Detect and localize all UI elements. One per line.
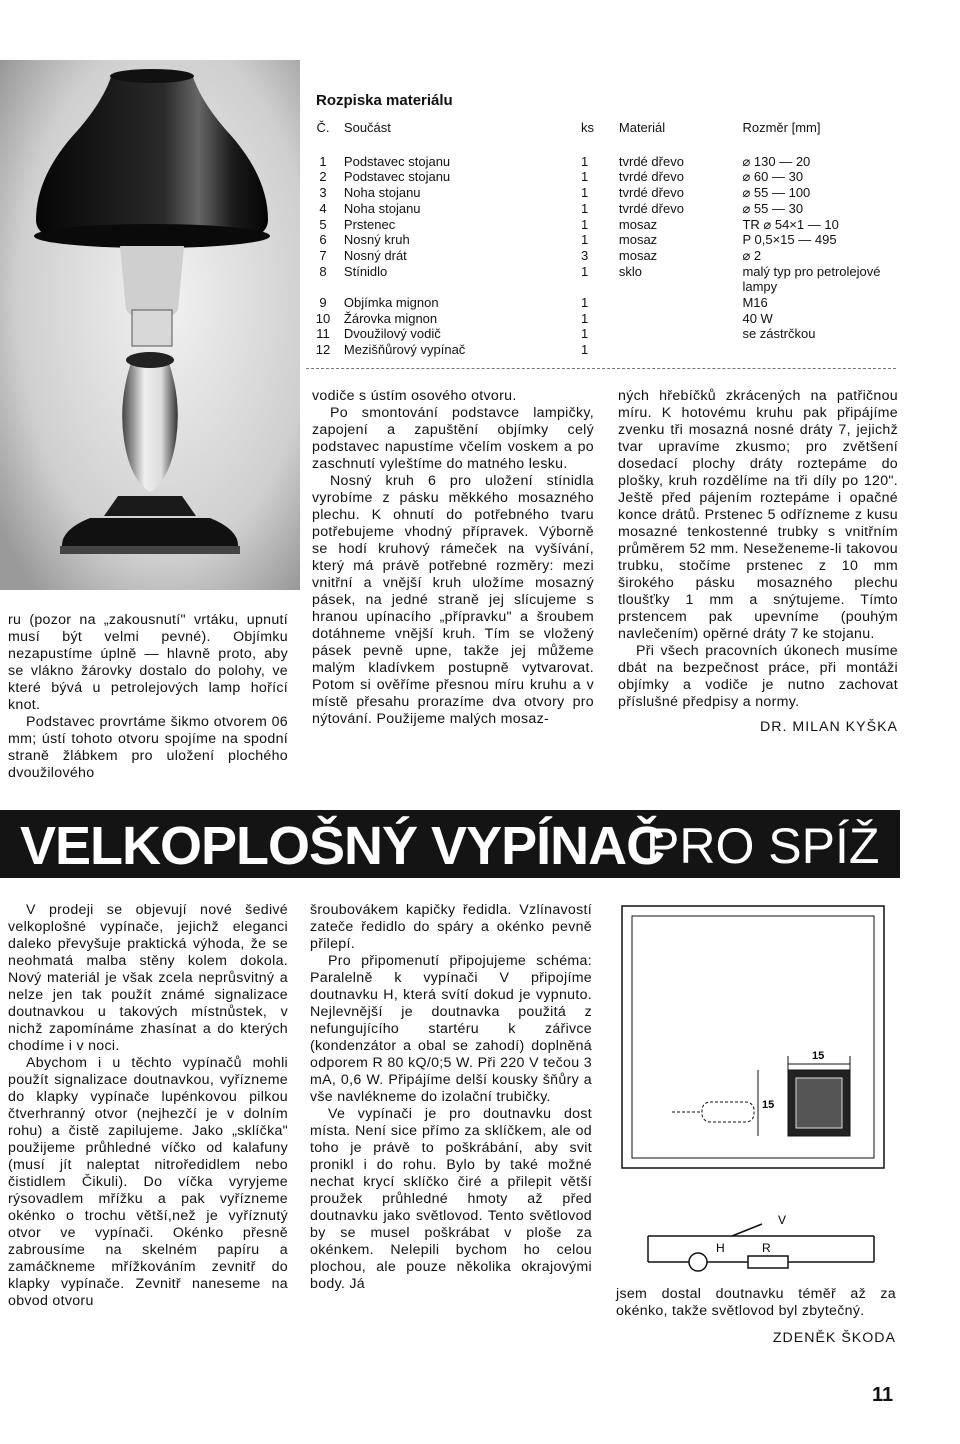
- dim-width-label: 15: [812, 1050, 825, 1062]
- article2-col3: [616, 1286, 896, 1347]
- cell: 3: [581, 247, 589, 263]
- cell: ⌀ 2: [742, 247, 762, 263]
- paragraph: Po smontování podstavce lampičky, zapojení a zapuštění objímky celý podstavec napustíme včelím voskem a po zaschnutí vyleštíme do matného lesku.: [312, 405, 594, 472]
- cell: 1: [581, 169, 589, 185]
- paragraph: Podstavec provrtáme šikmo otvorem 06 mm; ústí tohoto otvoru spojíme na spodní straně žlábkem pro uložení plochého dvoužilového: [8, 714, 288, 781]
- cell: mosaz: [618, 216, 658, 232]
- paragraph: ru (pozor na „zakousnutí" vrtáku, upnutí musí být velmi pevné). Objímku nezapustíme úplně — hlavně proto, aby se vlákno žárovky dostalo do polohy, ve které bývá u petrolejových lamp hořící knot.: [8, 612, 288, 713]
- author: DR. MILAN KYŠKA: [760, 719, 898, 735]
- cell: Podstavec stojanu: [343, 169, 451, 185]
- cell: Noha stojanu: [343, 200, 421, 216]
- headline-bold: VELKOPLOŠNÝ VYPÍNAČ: [20, 816, 665, 876]
- label-r: R: [762, 1241, 771, 1255]
- switch-v: [732, 1224, 762, 1236]
- cell: malý typ pro petrolejové lampy: [742, 263, 881, 295]
- col-header-dimension: Rozměr [mm]: [742, 120, 821, 135]
- switch-diagram: [612, 894, 902, 1294]
- cell: TR ⌀ 54×1 — 10: [742, 216, 839, 232]
- cell: 1: [319, 153, 327, 169]
- cell: Podstavec stojanu: [343, 153, 451, 169]
- col-header-part: Součást: [343, 120, 391, 135]
- cell: [615, 311, 739, 327]
- col-header-number: Č.: [316, 120, 330, 135]
- table-header-row: [306, 118, 896, 154]
- table-divider: [306, 368, 896, 369]
- cell: Stínidlo: [343, 263, 388, 279]
- cell: 8: [319, 263, 327, 279]
- table-row: [306, 326, 896, 342]
- lamp-photo: [0, 60, 300, 590]
- paragraph: Ve vypínači je pro doutnavku dost místa. Není sice přímo za sklíčkem, ale od toho je právě to poškrábání, aby svit pronikl i do rohu. Bylo by také možné nechat krycí sklíčko čiré a přilepit větší proužek průhledné hmoty až před doutnavku jako světlovod. Tento světlovod by se musel poškrábat v ploše za okénkem. Nelepili bychom ho celou plochou, ale pouze několika okrajovými body. Já: [310, 1106, 592, 1292]
- table-row: [306, 217, 896, 233]
- table-row: [306, 248, 896, 264]
- cell: 9: [319, 295, 327, 311]
- cell: Nosný kruh: [343, 232, 410, 248]
- glow-lamp-outline: [702, 1102, 754, 1122]
- article1-col1: [8, 612, 288, 782]
- cell: 4: [319, 200, 327, 216]
- cell: [615, 342, 739, 358]
- table-row: [306, 264, 896, 295]
- cell: 7: [319, 247, 327, 263]
- table-row: [306, 311, 896, 327]
- cell: se zástrčkou: [742, 326, 816, 342]
- cell: 6: [319, 232, 327, 248]
- headline-banner: [0, 810, 900, 878]
- table-row: [306, 201, 896, 217]
- col-header-material: Materiál: [618, 120, 666, 135]
- cell: 1: [581, 310, 589, 326]
- label-h: H: [716, 1241, 725, 1255]
- table-title: Rozpiska materiálu: [316, 92, 453, 109]
- article2-col1: [8, 902, 288, 1310]
- cell: M16: [742, 295, 768, 311]
- cell: 1: [581, 200, 589, 216]
- cell: ⌀ 55 — 30: [742, 200, 804, 216]
- cell: tvrdé dřevo: [618, 169, 684, 185]
- paragraph: Při všech pracovních úkonech musíme dbát na bezpečnost práce, při montáži objímky a vodiče je nutno zachovat příslušné předpisy a normy.: [618, 643, 898, 710]
- table-row: [306, 295, 896, 311]
- cell: 3: [319, 185, 327, 201]
- window-glass: [796, 1078, 842, 1128]
- paragraph: vodiče s ústím osového otvoru.: [312, 388, 517, 404]
- cell: 40 W: [742, 310, 773, 326]
- col-header-quantity: ks: [581, 120, 594, 135]
- cell: Nosný drát: [343, 247, 407, 263]
- cell: Žárovka mignon: [343, 310, 438, 326]
- table-row: [306, 232, 896, 248]
- cell: 11: [316, 326, 330, 342]
- label-v: V: [778, 1213, 787, 1227]
- cell: Objímka mignon: [343, 295, 439, 311]
- paragraph: šroubovákem kapičky ředidla. Vzlínavostí zateče ředidlo do spáry a okénko pevně přilepí.: [310, 902, 592, 952]
- cell: Noha stojanu: [343, 185, 421, 201]
- cell: 1: [581, 153, 589, 169]
- cell: sklo: [618, 263, 643, 279]
- cell: 5: [319, 216, 327, 232]
- table-row: [306, 169, 896, 185]
- cell: 10: [315, 310, 331, 326]
- cell: mosaz: [618, 232, 658, 248]
- cell: 1: [581, 216, 589, 232]
- cell: [615, 295, 739, 311]
- cell: 1: [581, 232, 589, 248]
- cell: mosaz: [618, 247, 658, 263]
- table-row: [306, 154, 896, 170]
- article1-col2: [312, 388, 594, 728]
- resistor-r: [748, 1256, 788, 1268]
- paragraph: Abychom i u těchto vypínačů mohli použít signalizace doutnavkou, vyřízneme do klapky vypínače lupénkovou pilkou čtverhranný otvor (nejhezčí je v dolním rohu) a čistě zapilujeme. Jako „sklíčka" použijeme průhledné víčko od kalafuny (musí jít naleptat nitroředidlem nebo čistidlem Čikuli). Do víčka vyryjeme rýsovadlem mřížku a pak vyřízneme okénko o trochu větší,než je vyříznutý otvor ve vypínači. Okénko přesně zabrousíme na skelném papíru a zamáčkneme mřížkováním zevnitř do klapky vypínače. Zevnitř naneseme na obvod otvoru: [8, 1055, 288, 1309]
- cell: tvrdé dřevo: [618, 185, 684, 201]
- table-row: [306, 342, 896, 358]
- page-number: 11: [872, 1384, 894, 1406]
- table-row: [306, 185, 896, 201]
- dim-height-label: 15: [762, 1099, 775, 1111]
- cell: 1: [581, 326, 589, 342]
- cell: tvrdé dřevo: [618, 200, 684, 216]
- cell: 1: [581, 342, 589, 358]
- cell: Prstenec: [343, 216, 396, 232]
- cell: P 0,5×15 — 495: [742, 232, 837, 248]
- cell: 1: [581, 263, 589, 279]
- paragraph: ných hřebíčků zkrácených na patřičnou míru. K hotovému kruhu pak připájíme zvenku tři mosazná nosné dráty 7, jejichž tvar upravíme zkusmo; pro zvětšení dosedací plochy dráty roztepáme do plošky, kruh rozdělíme na tři díly po 120". Ještě před pájením roztepáme i opačné konce drátů. Prstenec 5 odřízneme z kusu mosazné tenkostenné trubky s vnitřním průměrem 52 mm. Neseženeme-li takovou trubku, stočíme prstenec z 10 mm širokého pásku mosazného plechu tloušťky 1 mm a snýtujeme. Tímto prstencem pak upevníme (pouhým navlečením) opěrné dráty 7 ke stojanu.: [618, 388, 898, 642]
- headline-light: PRO SPÍŽ: [646, 818, 880, 874]
- cell: tvrdé dřevo: [618, 153, 684, 169]
- cell: 2: [319, 169, 327, 185]
- paragraph: jsem dostal doutnavku téměř až za okénko, takže světlovod byl zbytečný.: [616, 1286, 896, 1319]
- glow-lamp-h: [689, 1253, 707, 1271]
- author: ZDENĚK ŠKODA: [772, 1330, 896, 1346]
- cell: 1: [581, 295, 589, 311]
- cell: [738, 342, 896, 358]
- cell: [615, 326, 739, 342]
- cell: 12: [315, 342, 331, 358]
- material-table: [306, 118, 896, 358]
- cell: 1: [581, 185, 589, 201]
- paragraph: Nosný kruh 6 pro uložení stínidla vyrobíme z pásku měkkého mosazného plechu. K ohnutí do potřebného tvaru potřebujeme vhodný přípravek. Výborně se hodí kruhový rámeček na vyšívání, který má právě potřebné rozměry: mezi vnitřní a vnější kruh uložíme mosazný pásek, na jedné straně jej slícujeme s hranou upínacího „přípravku" a šroubem dotáhneme vnější kruh. Tím se vložený pásek pevně upne, takže jej můžeme malým kladívkem postupně vytvarovat. Potom si ověříme přesnou míru kruhu a v místě přesahu prorazíme dva otvory pro nýtování. Použijeme malých mosaz-: [312, 473, 594, 727]
- article1-col3: [618, 388, 898, 736]
- cell: ⌀ 60 — 30: [742, 169, 804, 185]
- article2-col2: [310, 902, 592, 1293]
- paragraph: V prodeji se objevují nové šedivé velkoplošné vypínače, jejichž eleganci daleko převyšuje praktická výhoda, že se neohmatá malba stěny kolem dokola. Nový materiál je však zcela neprůsvitný a nelze jen tak použít známé signalizace doutnavkou u takových místnůstek, v nichž zapomínáme zhasínat a do kterých chodíme i v noci.: [8, 902, 288, 1054]
- paragraph: Pro připomenutí připojujeme schéma: Paralelně k vypínači V připojíme doutnavku H, která svítí dokud je vypnuto. Nejlevnější je doutnavka použitá z nefungujícího startéru k zářivce (kondenzátor a obal se zahodí) doplněná odporem R 80 kQ/0;5 W. Při 220 V tečou 3 mA, 0,6 W. Připájíme delší kousky šňůry a vše navlékneme do izolační trubičky.: [310, 953, 592, 1105]
- cell: ⌀ 130 — 20: [742, 153, 811, 169]
- cell: Dvoužilový vodič: [343, 326, 441, 342]
- cell: ⌀ 55 — 100: [742, 185, 811, 201]
- cell: Mezišňůrový vypínač: [343, 342, 466, 358]
